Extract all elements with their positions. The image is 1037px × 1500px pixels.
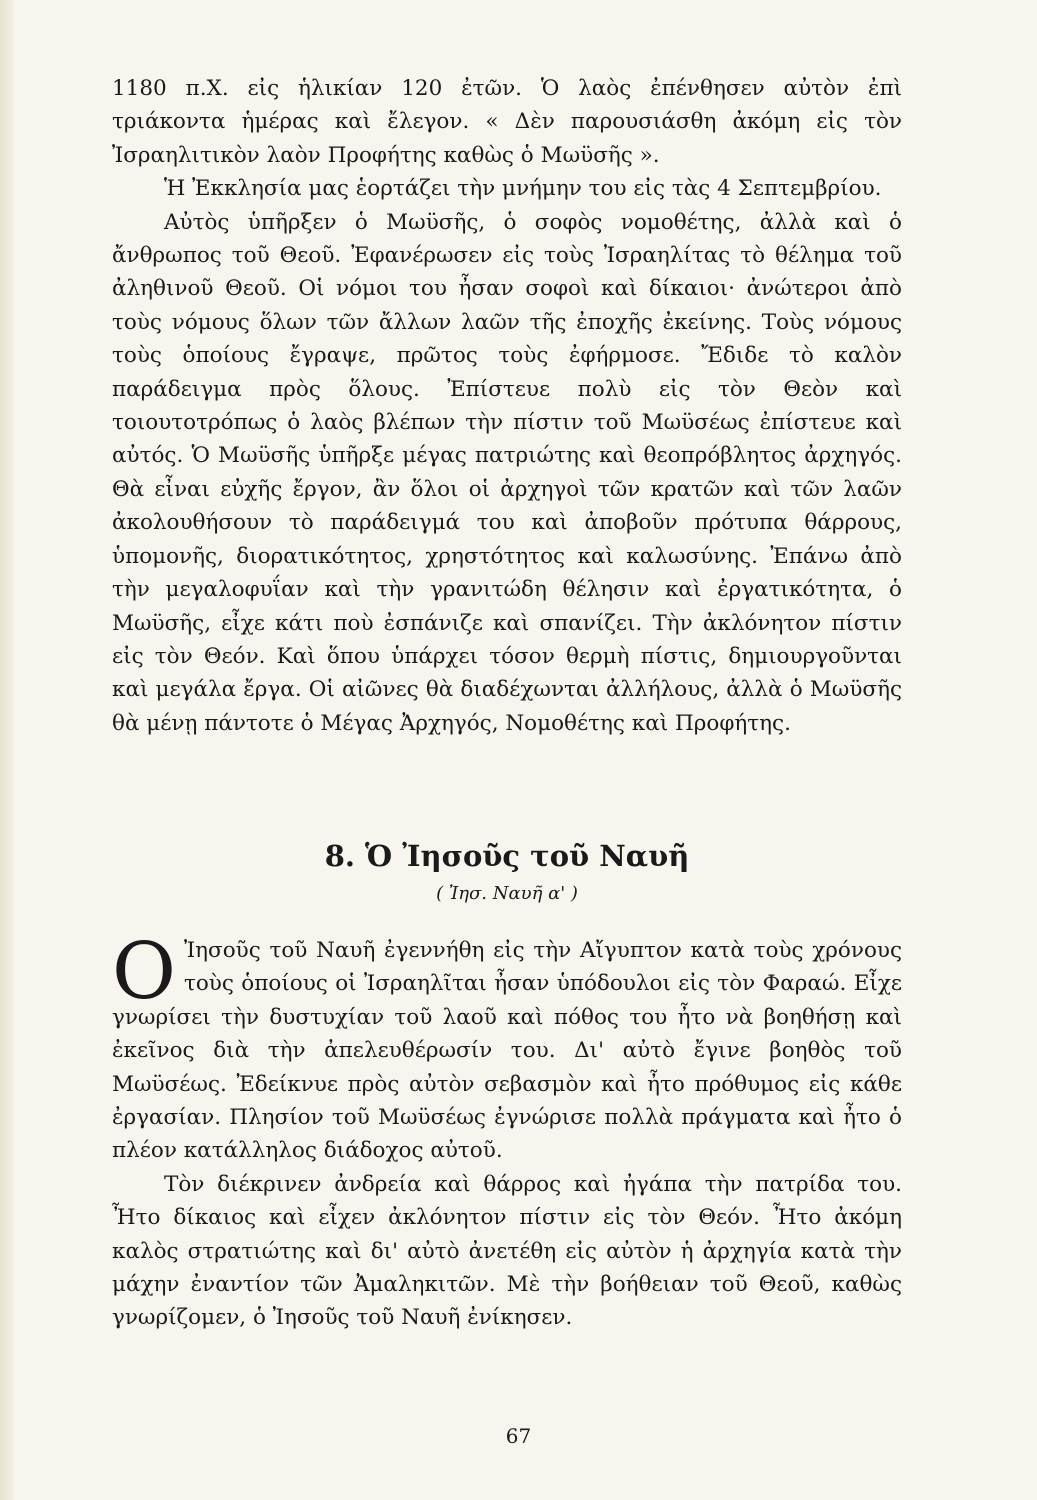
paragraph-joshua-virtues: Τὸν διέκρινεν ἀνδρεία καὶ θάρρος καὶ ἠγάπα τὴν πατρίδα του. Ἦτο δίκαιος καὶ εἶχεν ἀκλόνητον πίστιν εἰς τὸν Θεόν. Ἦτο ἀκόμη καλὸς στρατιώτης καὶ δι' αὐτὸ ἀνετέθη εἰς αὐτὸν ἡ ἀρχηγία κατὰ τὴν μάχην ἐναντίον τῶν Ἀμαληκιτῶν. Μὲ τὴν βοήθειαν τοῦ Θεοῦ, καθὼς γνωρίζομεν, ὁ Ἰησοῦς τοῦ Ναυῆ ἐνίκησεν. bbox=[112, 1171, 902, 1331]
paragraph-death: 1180 π.Χ. εἰς ἡλικίαν 120 ἐτῶν. Ὁ λαὸς ἐπένθησεν αὐτὸν ἐπὶ τριάκοντα ἡμέρας καὶ ἔλεγον. « Δὲν παρουσιάσθη ἀκόμη εἰς τὸν Ἰσραηλιτικὸν λαὸν Προφήτης καθὼς ὁ Μωϋσῆς ». bbox=[112, 76, 902, 168]
paragraph-joshua-intro-text: Ἰησοῦς τοῦ Ναυῆ ἐγεννήθη εἰς τὴν Αἴγυπτον κατὰ τοὺς χρόνους τοὺς ὁποίους οἱ Ἰσραηλῖται ἦσαν ὑπόδουλοι εἰς τὸν Φαραώ. Εἶχε γνωρίσει τὴν δυστυχίαν τοῦ λαοῦ καὶ πόθος του ἦτο νὰ βοηθήσῃ καὶ ἐκεῖνος διὰ τὴν ἀπελευθέρωσίν του. Δι' αὐτὸ ἔγινε βοηθὸς τοῦ Μωϋσέως. Ἐδείκνυε πρὸς αὐτὸν σεβασμὸν καὶ ἦτο πρόθυμος εἰς κάθε ἐργασίαν. Πλησίον τοῦ Μωϋσέως ἐγνώρισε πολλὰ πράγματα καὶ ἦτο ὁ πλέον κατάλληλος διάδοχος αὐτοῦ. bbox=[112, 938, 902, 1164]
paragraph-moses: Αὐτὸς ὑπῆρξεν ὁ Μωϋσῆς, ὁ σοφὸς νομοθέτης, ἀλλὰ καὶ ὁ ἄνθρωπος τοῦ Θεοῦ. Ἐφανέρωσεν εἰς τοὺς Ἰσραηλίτας τὸ θέλημα τοῦ ἀληθινοῦ Θεοῦ. Οἱ νόμοι του ἦσαν σοφοὶ καὶ δίκαιοι· ἀνώτεροι ἀπὸ τοὺς νόμους ὅλων τῶν ἄλλων λαῶν τῆς ἐποχῆς ἐκείνης. Τοὺς νόμους τοὺς ὁποίους ἔγραψε, πρῶτος τοὺς ἐφήρμοσε. Ἔδιδε τὸ καλὸν παράδειγμα πρὸς ὅλους. Ἐπίστευε πολὺ εἰς τὸν Θεὸν καὶ τοιουτοτρόπως ὁ λαὸς βλέπων τὴν πίστιν τοῦ Μωϋσέως ἐπίστευε καὶ αὐτός. Ὁ Μωϋσῆς ὑπῆρξε μέγας πατριώτης καὶ θεοπρόβλητος ἀρχηγός. Θὰ εἶναι εὐχῆς ἔργον, ἂν ὅλοι οἱ ἀρχηγοὶ τῶν κρατῶν καὶ τῶν λαῶν ἀκολουθήσουν τὸ παράδειγμά του καὶ ἀποβοῦν πρότυπα θάρρους, ὑπομονῆς, διορατικότητος, χρηστότητος καὶ καλωσύνης. Ἐπάνω ἀπὸ τὴν μεγαλοφυΐαν καὶ τὴν γρανιτώδη θέλησιν καὶ ἐργατικότητα, ὁ Μωϋσῆς, εἶχε κάτι ποὺ ἐσπάνιζε καὶ σπανίζει. Τὴν ἀκλόνητον πίστιν εἰς τὸν Θεόν. Καὶ ὅπου ὑπάρχει τόσον θερμὴ πίστις, δημιουργοῦνται καὶ μεγάλα ἔργα. Οἱ αἰῶνες θὰ διαδέχωνται ἀλλήλους, ἀλλὰ ὁ Μωϋσῆς θὰ μένῃ πάντοτε ὁ Μέγας Ἀρχηγός, Νομοθέτης καὶ Προφήτης. bbox=[112, 209, 902, 736]
chapter-reference: ( Ἰησ. Ναυῆ α' ) bbox=[436, 883, 578, 904]
paragraph-joshua-intro bbox=[112, 927, 902, 1168]
chapter-title: 8. Ὁ Ἰησοῦς τοῦ Ναυῆ bbox=[324, 839, 690, 873]
text-block-top bbox=[112, 72, 902, 740]
page-number: 67 bbox=[505, 1424, 532, 1448]
page-edge bbox=[0, 0, 14, 1500]
paragraph-feast: Ἡ Ἐκκλησία μας ἑορτάζει τὴν μνήμην του εἰς τὰς 4 Σεπτεμβρίου. bbox=[164, 176, 882, 202]
drop-cap: Ο bbox=[112, 927, 176, 1017]
text-block-bottom bbox=[112, 927, 902, 1335]
